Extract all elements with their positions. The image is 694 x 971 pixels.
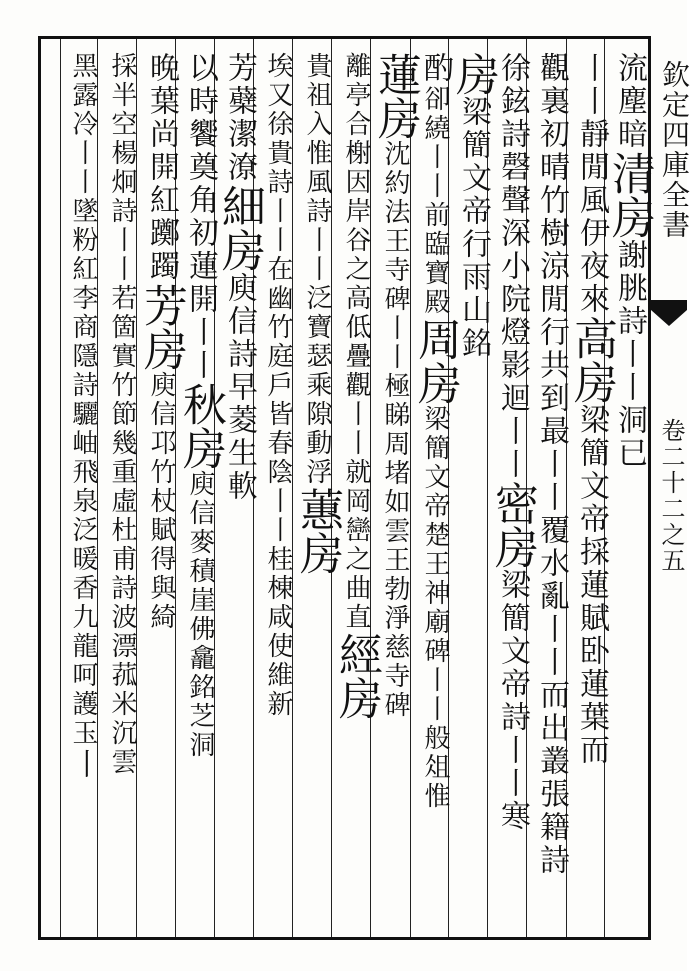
headword: 高房 [566, 316, 617, 404]
column-rule [60, 39, 61, 937]
column-text: 梁簡文帝詩丨丨寒 [495, 569, 530, 833]
column-text: 梁簡文帝行雨山銘 [456, 96, 491, 360]
text-column [532, 52, 570, 877]
text-column [136, 52, 187, 632]
text-column [331, 52, 382, 720]
column-text: 丨 [66, 748, 101, 781]
headword: 蓮房 [370, 52, 421, 140]
column-text: 酌 [418, 52, 453, 85]
column-text: 沈約法王寺碑丨丨極睇周堵如雲王勃淨慈寺碑 [380, 140, 410, 720]
text-column [64, 52, 102, 781]
text-column [370, 52, 421, 720]
text-column [175, 52, 226, 760]
headword-fragment: 房 [448, 52, 499, 96]
column-text: 庾信麥積崖佛龕銘芝洞 [185, 470, 215, 760]
headword: 密房 [487, 481, 538, 569]
text-column [566, 52, 617, 767]
column-text: 庾信詩早菱生軟 [222, 272, 257, 503]
column-text: 角初蓮開丨丨 [183, 184, 218, 382]
column-text: 梁簡文帝採蓮賦卧蓮葉而 [574, 404, 609, 767]
column-text: 丨丨桂棟咸使維新 [263, 487, 293, 719]
column-text: 謝朓詩丨丨洞已 [612, 239, 647, 470]
column-text: 梁簡文帝楚王神廟碑丨丨般俎惟 [420, 405, 450, 811]
headword: 周房 [410, 317, 461, 405]
text-column [103, 52, 141, 777]
column-text: 流塵暗 [612, 52, 647, 151]
column-text: 離亭合榭因岸谷之高低疊觀丨丨就岡巒之曲直 [341, 52, 371, 632]
headword: 秋房 [175, 382, 226, 470]
margin-volume: 卷二十二之五 [657, 418, 685, 574]
column-text: 徐鉉詩磬聲深小院燈影迴 [495, 52, 530, 415]
text-column [448, 52, 499, 360]
column-text: 採半空楊炯詩丨丨若箇實竹節幾重虛杜甫詩波漂菰米沉雲 [107, 52, 137, 777]
headword: 蕙房 [292, 487, 343, 575]
text-column [259, 52, 297, 719]
headword: 細房 [214, 184, 265, 272]
text-column [292, 52, 343, 575]
margin-book-title: 欽定四庫全書 [658, 60, 691, 240]
column-text: 覆水亂丨丨而出叢張籍詩 [534, 514, 569, 877]
column-text: 貴祖入惟風詩丨丨泛寶瑟乘隙動浮 [302, 52, 332, 487]
column-text: 芳蘗潔潦 [222, 52, 257, 184]
column-text: 黑露冷丨丨墜粉紅李商隱詩驪岫飛泉泛暖香九龍呵護玉 [68, 52, 98, 748]
column-text: 晚葉尚開紅躑躅 [144, 52, 179, 283]
column-text: 庾信邛竹杖賦得與綺 [146, 371, 176, 632]
column-text: 靜閒風伊夜來 [574, 118, 609, 316]
column-text: 以時饗奠 [183, 52, 218, 184]
column-text: 丨丨 [574, 52, 609, 118]
column-text: 埃又徐貴詩丨丨在幽竹庭戶皆春陰 [263, 52, 293, 487]
headword: 經房 [331, 632, 382, 720]
headword: 清房 [604, 151, 655, 239]
text-column [604, 52, 655, 470]
text-column [410, 52, 461, 811]
fishtail-mark-icon [651, 300, 687, 334]
column-text: 丨丨 [534, 448, 569, 514]
headword: 芳房 [136, 283, 187, 371]
text-column [487, 52, 538, 833]
column-text: 卻繞丨丨前臨寶殿 [420, 85, 450, 317]
column-text: 丨丨 [495, 415, 530, 481]
column-text: 觀裏初晴竹樹涼閒行共到最 [534, 52, 569, 448]
